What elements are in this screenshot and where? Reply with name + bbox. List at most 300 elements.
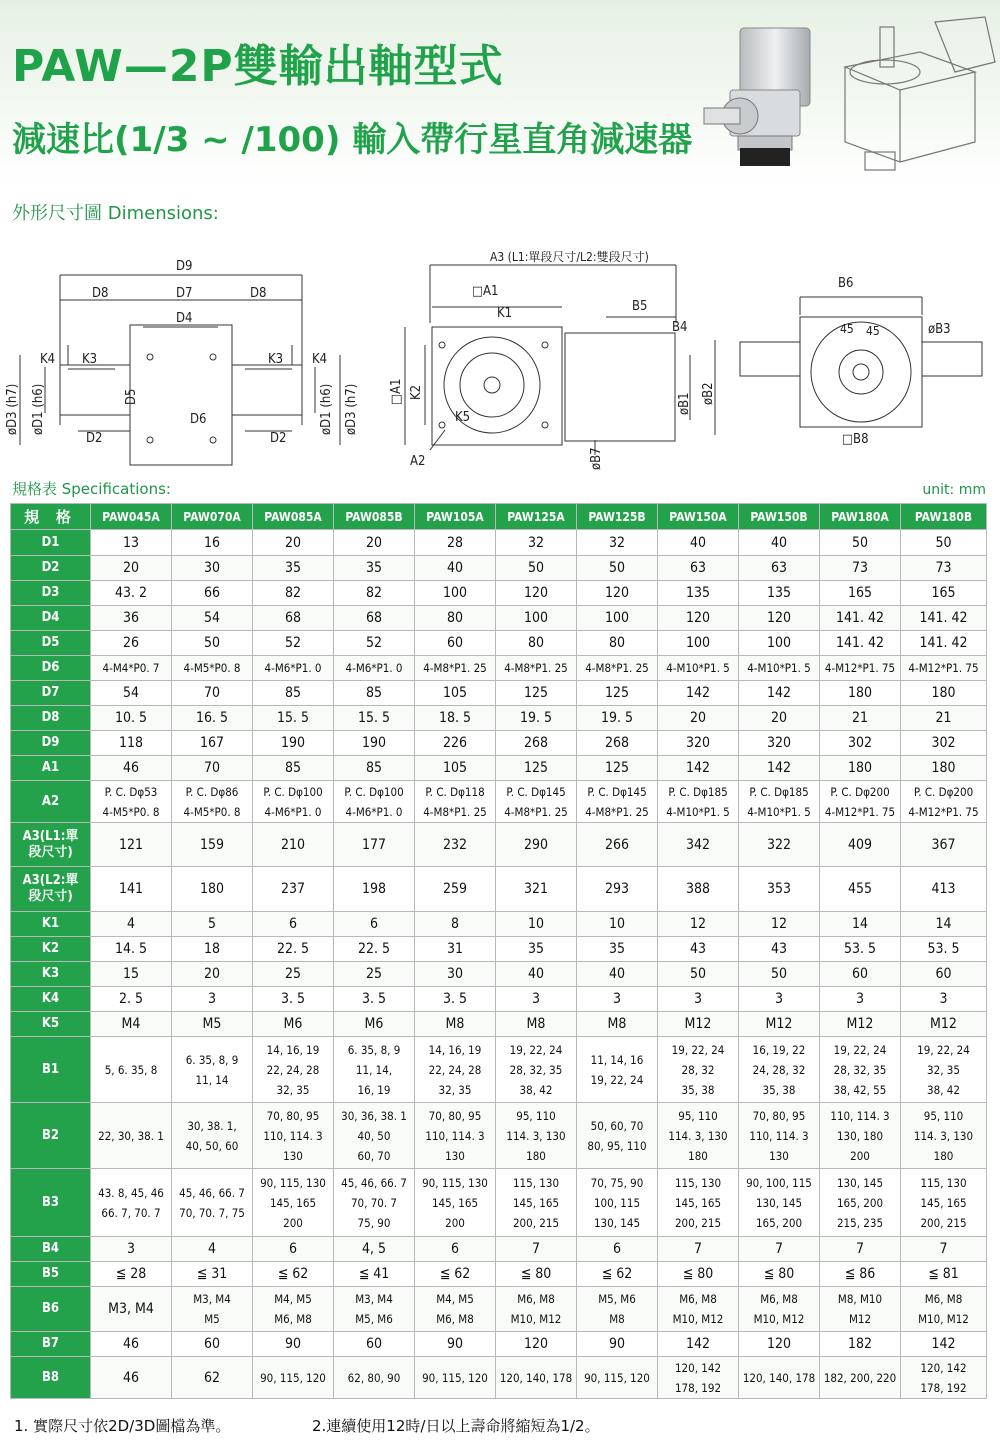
table-cell: 342 xyxy=(658,823,739,867)
table-row xyxy=(11,656,987,681)
model-header: PAW150B xyxy=(739,504,820,530)
side-view-drawing xyxy=(405,265,715,455)
label-d5: D5 xyxy=(124,388,139,405)
table-cell: 35 xyxy=(334,556,415,581)
label-angle-1: 45 xyxy=(840,322,854,336)
table-cell: 3. 5 xyxy=(334,987,415,1012)
table-cell: 125 xyxy=(496,756,577,781)
label-a3: A3 (L1:單段尺寸/L2:雙段尺寸) xyxy=(490,250,649,264)
table-cell: 85 xyxy=(253,756,334,781)
table-row xyxy=(11,867,987,912)
gearbox-photo xyxy=(700,20,830,170)
label-a2: A2 xyxy=(410,454,426,469)
table-cell: 4-M10*P1. 5 xyxy=(739,656,820,681)
table-cell: 82 xyxy=(334,581,415,606)
table-cell: 63 xyxy=(658,556,739,581)
table-cell: 30, 36, 38. 1 40, 50 60, 70 xyxy=(334,1103,415,1169)
table-cell: 3 xyxy=(91,1237,172,1262)
table-cell: 70, 80, 95 110, 114. 3 130 xyxy=(739,1103,820,1169)
row-label: D3 xyxy=(11,581,91,606)
table-cell: M6, M8 M10, M12 xyxy=(901,1287,987,1332)
table-cell: 120, 142 178, 192 xyxy=(658,1357,739,1399)
table-cell: 115, 130 145, 165 200, 215 xyxy=(658,1169,739,1237)
table-cell: 226 xyxy=(415,731,496,756)
table-row xyxy=(11,581,987,606)
table-row xyxy=(11,1357,987,1399)
model-header: PAW045A xyxy=(91,504,172,530)
table-cell: P. C. Dφ100 4-M6*P1. 0 xyxy=(334,781,415,823)
table-cell: 14, 16, 19 22, 24, 28 32, 35 xyxy=(253,1037,334,1103)
table-cell: 60 xyxy=(172,1332,253,1357)
table-cell: P. C. Dφ185 4-M10*P1. 5 xyxy=(739,781,820,823)
specifications-table xyxy=(10,503,987,1399)
label-b6: B6 xyxy=(838,276,854,291)
table-cell: ≦ 80 xyxy=(496,1262,577,1287)
table-cell: 26 xyxy=(91,631,172,656)
table-cell: 50 xyxy=(739,962,820,987)
table-cell: 70 xyxy=(172,756,253,781)
table-cell: 120 xyxy=(496,581,577,606)
footer-note-2: 2.連續使用12時/日以上壽命將縮短為1/2。 xyxy=(312,1417,600,1435)
table-cell: 165 xyxy=(820,581,901,606)
table-cell: 100 xyxy=(415,581,496,606)
label-d1-right: øD1 (h6) xyxy=(319,383,334,435)
table-cell: 11, 14, 16 19, 22, 24 xyxy=(577,1037,658,1103)
row-label: B7 xyxy=(11,1332,91,1357)
label-b4: B4 xyxy=(672,320,688,335)
table-cell: 70, 80, 95 110, 114. 3 130 xyxy=(253,1103,334,1169)
model-header: PAW125B xyxy=(577,504,658,530)
table-cell: 115, 130 145, 165 200, 215 xyxy=(901,1169,987,1237)
table-cell: 4-M12*P1. 75 xyxy=(820,656,901,681)
table-cell: 31 xyxy=(415,937,496,962)
label-k1: K1 xyxy=(497,306,513,321)
row-label: D7 xyxy=(11,681,91,706)
table-cell: 52 xyxy=(253,631,334,656)
table-cell: P. C. Dφ100 4-M6*P1. 0 xyxy=(253,781,334,823)
table-cell: 45, 46, 66. 7 70, 70. 7 75, 90 xyxy=(334,1169,415,1237)
row-label: D2 xyxy=(11,556,91,581)
table-cell: 120 xyxy=(739,1332,820,1357)
row-label: D9 xyxy=(11,731,91,756)
table-cell: 266 xyxy=(577,823,658,867)
table-cell: 30, 38. 1, 40, 50, 60 xyxy=(172,1103,253,1169)
model-header: PAW105A xyxy=(415,504,496,530)
table-row xyxy=(11,1332,987,1357)
table-cell: 30 xyxy=(415,962,496,987)
table-cell: 141 xyxy=(91,867,172,912)
table-row xyxy=(11,731,987,756)
table-cell: 3 xyxy=(658,987,739,1012)
table-cell: 40 xyxy=(739,530,820,556)
table-cell: 14 xyxy=(901,912,987,937)
table-cell: 180 xyxy=(901,681,987,706)
table-cell: M6, M8 M10, M12 xyxy=(496,1287,577,1332)
table-row xyxy=(11,937,987,962)
table-cell: 6 xyxy=(334,912,415,937)
table-cell: 120 xyxy=(658,606,739,631)
table-cell: 6. 35, 8, 9 11, 14, 16, 19 xyxy=(334,1037,415,1103)
table-cell: 120 xyxy=(739,606,820,631)
table-cell: ≦ 81 xyxy=(901,1262,987,1287)
table-cell: M4, M5 M6, M8 xyxy=(253,1287,334,1332)
table-cell: 180 xyxy=(901,756,987,781)
table-cell: 80 xyxy=(415,606,496,631)
row-label: K4 xyxy=(11,987,91,1012)
row-label: D5 xyxy=(11,631,91,656)
label-k4-left: K4 xyxy=(40,352,56,367)
table-cell: 320 xyxy=(739,731,820,756)
label-a1-top: □A1 xyxy=(472,284,499,299)
table-cell: 232 xyxy=(415,823,496,867)
table-row xyxy=(11,1237,987,1262)
table-cell: 125 xyxy=(496,681,577,706)
label-k3-left: K3 xyxy=(82,352,98,367)
row-label: B5 xyxy=(11,1262,91,1287)
table-cell: 45, 46, 66. 7 70, 70. 7, 75 xyxy=(172,1169,253,1237)
table-cell: 142 xyxy=(658,1332,739,1357)
header-banner xyxy=(0,0,1000,185)
table-cell: 50 xyxy=(496,556,577,581)
table-row xyxy=(11,962,987,987)
table-cell: 21 xyxy=(820,706,901,731)
table-cell: 409 xyxy=(820,823,901,867)
table-cell: 62, 80, 90 xyxy=(334,1357,415,1399)
table-cell: 20 xyxy=(91,556,172,581)
table-cell: 80 xyxy=(496,631,577,656)
table-cell: 10 xyxy=(496,912,577,937)
table-cell: 142 xyxy=(739,681,820,706)
table-cell: M5 xyxy=(172,1012,253,1037)
table-cell: P. C. Dφ118 4-M8*P1. 25 xyxy=(415,781,496,823)
label-k4-right: K4 xyxy=(312,352,328,367)
table-cell: 35 xyxy=(253,556,334,581)
table-cell: 90 xyxy=(577,1332,658,1357)
model-header: PAW085A xyxy=(253,504,334,530)
row-label: K2 xyxy=(11,937,91,962)
table-cell: 10 xyxy=(577,912,658,937)
front-view-drawing xyxy=(20,275,340,465)
table-cell: 180 xyxy=(820,681,901,706)
table-cell: 6 xyxy=(415,1237,496,1262)
table-cell: 50, 60, 70 80, 95, 110 xyxy=(577,1103,658,1169)
row-label: K1 xyxy=(11,912,91,937)
label-k3-right: K3 xyxy=(268,352,284,367)
label-angle-2: 45 xyxy=(866,324,880,338)
table-cell: 321 xyxy=(496,867,577,912)
row-label: A2 xyxy=(11,781,91,823)
table-row xyxy=(11,823,987,867)
table-cell: P. C. Dφ145 4-M8*P1. 25 xyxy=(577,781,658,823)
table-cell: 30 xyxy=(172,556,253,581)
table-cell: 50 xyxy=(172,631,253,656)
table-cell: 80 xyxy=(577,631,658,656)
table-cell: 142 xyxy=(739,756,820,781)
table-cell: 141. 42 xyxy=(901,631,987,656)
table-row xyxy=(11,1287,987,1332)
table-cell: 105 xyxy=(415,681,496,706)
table-cell: 180 xyxy=(172,867,253,912)
table-cell: 70, 75, 90 100, 115 130, 145 xyxy=(577,1169,658,1237)
table-cell: ≦ 86 xyxy=(820,1262,901,1287)
row-label: K3 xyxy=(11,962,91,987)
table-cell: 52 xyxy=(334,631,415,656)
table-cell: 268 xyxy=(577,731,658,756)
table-cell: 70 xyxy=(172,681,253,706)
table-cell: 13 xyxy=(91,530,172,556)
table-cell: 6 xyxy=(577,1237,658,1262)
table-cell: 90, 115, 120 xyxy=(415,1357,496,1399)
table-cell: 190 xyxy=(334,731,415,756)
table-cell: 182, 200, 220 xyxy=(820,1357,901,1399)
label-d2-right: D2 xyxy=(270,431,287,446)
label-b8: □B8 xyxy=(842,432,869,447)
table-cell: M4, M5 M6, M8 xyxy=(415,1287,496,1332)
table-cell: P. C. Dφ53 4-M5*P0. 8 xyxy=(91,781,172,823)
dimension-drawings xyxy=(0,245,1000,475)
table-cell: 50 xyxy=(820,530,901,556)
table-cell: P. C. Dφ200 4-M12*P1. 75 xyxy=(820,781,901,823)
table-cell: 20 xyxy=(253,530,334,556)
table-cell: 20 xyxy=(334,530,415,556)
table-cell: 180 xyxy=(820,756,901,781)
table-cell: 120, 140, 178 xyxy=(496,1357,577,1399)
label-d1-left: øD1 (h6) xyxy=(31,383,46,435)
label-a1-side: □A1 xyxy=(389,378,404,405)
table-cell: M12 xyxy=(658,1012,739,1037)
table-cell: 322 xyxy=(739,823,820,867)
table-cell: 10. 5 xyxy=(91,706,172,731)
table-cell: M5, M6 M8 xyxy=(577,1287,658,1332)
table-cell: 43 xyxy=(658,937,739,962)
table-cell: 455 xyxy=(820,867,901,912)
row-label: K5 xyxy=(11,1012,91,1037)
table-cell: 7 xyxy=(901,1237,987,1262)
table-cell: 25 xyxy=(253,962,334,987)
table-cell: 43. 8, 45, 46 66. 7, 70. 7 xyxy=(91,1169,172,1237)
table-cell: 90, 115, 120 xyxy=(577,1357,658,1399)
page-title: PAW—2P雙輸出軸型式 xyxy=(12,41,504,92)
table-cell: 85 xyxy=(253,681,334,706)
table-cell: 142 xyxy=(658,756,739,781)
table-cell: 100 xyxy=(739,631,820,656)
table-cell: M12 xyxy=(820,1012,901,1037)
table-cell: 50 xyxy=(577,556,658,581)
table-row xyxy=(11,606,987,631)
table-cell: 130, 145 165, 200 215, 235 xyxy=(820,1169,901,1237)
table-cell: 15. 5 xyxy=(334,706,415,731)
dimensions-heading: 外形尺寸圖 Dimensions: xyxy=(12,203,219,224)
table-cell: 60 xyxy=(820,962,901,987)
table-cell: 22, 30, 38. 1 xyxy=(91,1103,172,1169)
label-d3-right: øD3 (h7) xyxy=(344,383,359,435)
table-cell: 302 xyxy=(820,731,901,756)
label-k2: K2 xyxy=(409,384,424,400)
table-row xyxy=(11,631,987,656)
table-cell: M3, M4 xyxy=(91,1287,172,1332)
table-cell: ≦ 41 xyxy=(334,1262,415,1287)
table-row xyxy=(11,1037,987,1103)
table-cell: 6 xyxy=(253,912,334,937)
row-label: D4 xyxy=(11,606,91,631)
table-cell: 118 xyxy=(91,731,172,756)
table-cell: M8 xyxy=(415,1012,496,1037)
row-label: B3 xyxy=(11,1169,91,1237)
table-cell: M6, M8 M10, M12 xyxy=(658,1287,739,1332)
table-cell: M3, M4 M5, M6 xyxy=(334,1287,415,1332)
table-cell: 90, 100, 115 130, 145 165, 200 xyxy=(739,1169,820,1237)
row-label: B1 xyxy=(11,1037,91,1103)
table-cell: M8 xyxy=(577,1012,658,1037)
label-b1: øB1 xyxy=(677,392,692,415)
table-cell: 19. 5 xyxy=(496,706,577,731)
table-cell: 190 xyxy=(253,731,334,756)
model-header: PAW180A xyxy=(820,504,901,530)
table-cell: 182 xyxy=(820,1332,901,1357)
table-cell: 2. 5 xyxy=(91,987,172,1012)
table-cell: 90, 115, 130 145, 165 200 xyxy=(253,1169,334,1237)
footer-note-1: 1. 實際尺寸依2D/3D圖檔為準。 xyxy=(14,1417,231,1435)
table-cell: 7 xyxy=(496,1237,577,1262)
table-cell: 16. 5 xyxy=(172,706,253,731)
label-b5: B5 xyxy=(632,299,648,314)
table-cell: M6 xyxy=(334,1012,415,1037)
table-cell: 40 xyxy=(415,556,496,581)
table-cell: 3 xyxy=(577,987,658,1012)
unit-label: unit: mm xyxy=(922,482,986,498)
table-cell: P. C. Dφ86 4-M5*P0. 8 xyxy=(172,781,253,823)
table-cell: 120, 140, 178 xyxy=(739,1357,820,1399)
label-k5: K5 xyxy=(455,410,471,425)
label-d2-left: D2 xyxy=(86,431,103,446)
table-cell: 12 xyxy=(739,912,820,937)
table-cell: 46 xyxy=(91,756,172,781)
table-cell: 62 xyxy=(172,1357,253,1399)
table-cell: 302 xyxy=(901,731,987,756)
table-cell: 20 xyxy=(658,706,739,731)
label-d3-left: øD3 (h7) xyxy=(5,383,20,435)
label-d9: D9 xyxy=(176,259,193,274)
table-row xyxy=(11,706,987,731)
specifications-heading: 規格表 Specifications: xyxy=(12,480,171,498)
gearbox-line-drawing xyxy=(825,12,1000,172)
table-cell: 120 xyxy=(496,1332,577,1357)
table-cell: 95, 110 114. 3, 130 180 xyxy=(496,1103,577,1169)
table-cell: 110, 114. 3 130, 180 200 xyxy=(820,1103,901,1169)
page-subtitle: 減速比(1/3 ~ /100) 輸入帶行星直角減速器 xyxy=(12,120,693,160)
table-cell: 32 xyxy=(577,530,658,556)
table-cell: 90, 115, 130 145, 165 200 xyxy=(415,1169,496,1237)
table-cell: 3 xyxy=(820,987,901,1012)
table-cell: 21 xyxy=(901,706,987,731)
table-cell: 167 xyxy=(172,731,253,756)
table-cell: P. C. Dφ185 4-M10*P1. 5 xyxy=(658,781,739,823)
table-cell: 36 xyxy=(91,606,172,631)
table-row xyxy=(11,987,987,1012)
table-cell: 159 xyxy=(172,823,253,867)
row-label: B8 xyxy=(11,1357,91,1399)
table-cell: 3 xyxy=(901,987,987,1012)
table-cell: 85 xyxy=(334,681,415,706)
table-cell: 43. 2 xyxy=(91,581,172,606)
table-cell: 40 xyxy=(658,530,739,556)
table-cell: 19. 5 xyxy=(577,706,658,731)
table-cell: 20 xyxy=(172,962,253,987)
table-cell: 142 xyxy=(901,1332,987,1357)
table-cell: 120 xyxy=(577,581,658,606)
table-cell: 90 xyxy=(415,1332,496,1357)
table-cell: M8 xyxy=(496,1012,577,1037)
row-label: A3(L1:單 段尺寸) xyxy=(11,823,91,867)
table-cell: 290 xyxy=(496,823,577,867)
row-label: A1 xyxy=(11,756,91,781)
table-cell: 125 xyxy=(577,756,658,781)
label-d8-left: D8 xyxy=(92,286,109,301)
table-cell: ≦ 62 xyxy=(577,1262,658,1287)
table-cell: 413 xyxy=(901,867,987,912)
table-cell: 50 xyxy=(658,962,739,987)
table-cell: 85 xyxy=(334,756,415,781)
table-cell: M8, M10 M12 xyxy=(820,1287,901,1332)
table-cell: M3, M4 M5 xyxy=(172,1287,253,1332)
table-cell: 73 xyxy=(820,556,901,581)
table-cell: 120, 142 178, 192 xyxy=(901,1357,987,1399)
table-cell: 4-M8*P1. 25 xyxy=(496,656,577,681)
label-b7: øB7 xyxy=(589,447,604,470)
table-cell: 293 xyxy=(577,867,658,912)
table-cell: 8 xyxy=(415,912,496,937)
table-cell: 25 xyxy=(334,962,415,987)
table-cell: 20 xyxy=(739,706,820,731)
table-cell: 35 xyxy=(496,937,577,962)
table-cell: 32 xyxy=(496,530,577,556)
row-label: D1 xyxy=(11,530,91,556)
table-cell: 4-M12*P1. 75 xyxy=(901,656,987,681)
table-cell: 18 xyxy=(172,937,253,962)
table-cell: 68 xyxy=(253,606,334,631)
table-row xyxy=(11,556,987,581)
table-cell: 63 xyxy=(739,556,820,581)
table-cell: 19, 22, 24 28, 32, 35 38, 42, 55 xyxy=(820,1037,901,1103)
model-header: PAW180B xyxy=(901,504,987,530)
table-cell: 4, 5 xyxy=(334,1237,415,1262)
table-cell: M12 xyxy=(901,1012,987,1037)
table-cell: 19, 22, 24 28, 32 35, 38 xyxy=(658,1037,739,1103)
table-cell: 14. 5 xyxy=(91,937,172,962)
row-label: A3(L2:單 段尺寸) xyxy=(11,867,91,912)
table-row xyxy=(11,681,987,706)
label-d6: D6 xyxy=(190,412,207,427)
table-cell: 53. 5 xyxy=(820,937,901,962)
table-cell: 320 xyxy=(658,731,739,756)
table-cell: 35 xyxy=(577,937,658,962)
table-cell: 54 xyxy=(91,681,172,706)
label-d4: D4 xyxy=(176,311,193,326)
table-cell: 54 xyxy=(172,606,253,631)
table-cell: 177 xyxy=(334,823,415,867)
table-cell: 105 xyxy=(415,756,496,781)
table-cell: 4-M8*P1. 25 xyxy=(415,656,496,681)
model-header: PAW150A xyxy=(658,504,739,530)
row-label: D6 xyxy=(11,656,91,681)
end-view-drawing xyxy=(740,297,982,427)
table-cell: 46 xyxy=(91,1357,172,1399)
table-cell: 4 xyxy=(91,912,172,937)
table-cell: 4-M8*P1. 25 xyxy=(577,656,658,681)
table-row xyxy=(11,1262,987,1287)
table-cell: 60 xyxy=(901,962,987,987)
table-cell: 6 xyxy=(253,1237,334,1262)
